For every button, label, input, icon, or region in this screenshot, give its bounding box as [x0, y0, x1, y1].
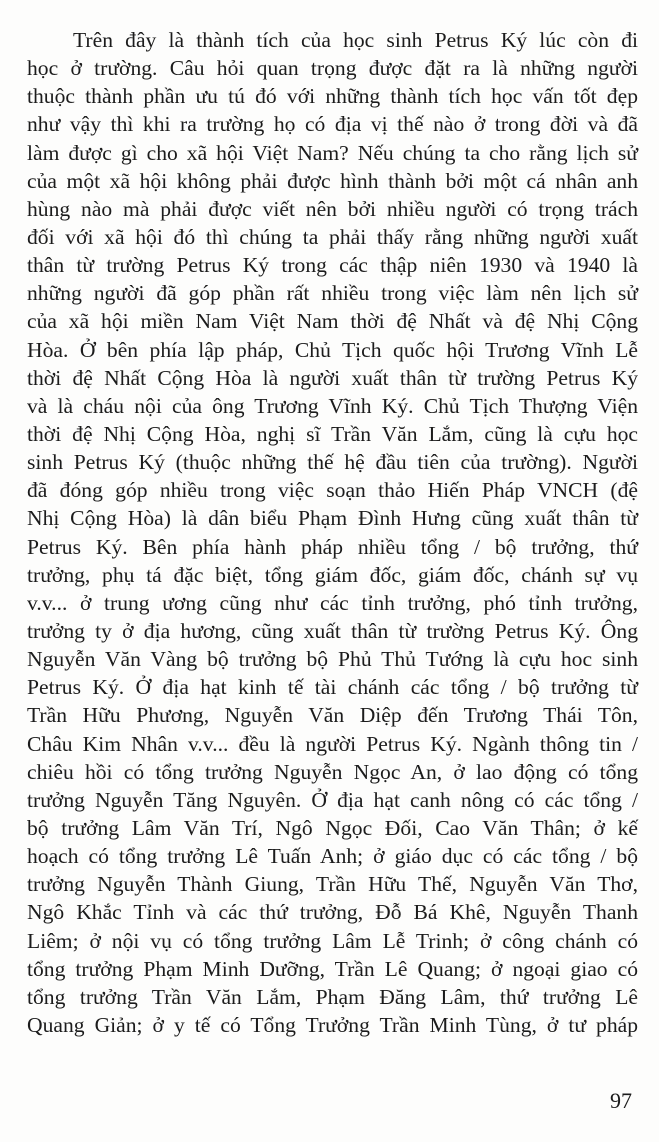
text-line: thời đệ Nhị Cộng Hòa, nghị sĩ Trần Văn Lắm, cũng là cựu học [27, 421, 638, 446]
text-line: thân từ trường Petrus Ký trong các thập niên 1930 và 1940 là [27, 253, 638, 278]
text-line: làm được gì cho xã hội Việt Nam? Nếu chúng ta cho rằng lịch sử [27, 140, 638, 165]
text-line: và là cháu nội của ông Trương Vĩnh Ký. Chủ Tịch Thượng Viện [27, 393, 638, 418]
text-line: v.v... ở trung ương cũng như các tỉnh trưởng, phó tỉnh trưởng, [27, 590, 638, 615]
text-line: tổng trưởng Trần Văn Lắm, Phạm Đăng Lâm, thứ trưởng Lê [27, 984, 638, 1009]
text-line: Quang Giản; ở y tế có Tổng Trưởng Trần Minh Tùng, ở tư pháp [27, 1012, 638, 1037]
text-line: thời đệ Nhất Cộng Hòa là người xuất thân từ trường Petrus Ký [27, 365, 638, 390]
text-line: như vậy thì khi ra trường họ có địa vị thế nào ở trong đời và đã [27, 112, 638, 137]
text-line: thuộc thành phần ưu tú đó với những thành tích học vấn tốt đẹp [27, 84, 638, 109]
text-line: trưởng Nguyễn Thành Giung, Trần Hữu Thế, Nguyễn Văn Thơ, [27, 872, 638, 897]
text-line: Hòa. Ở bên phía lập pháp, Chủ Tịch quốc hội Trương Vĩnh Lễ [27, 337, 638, 362]
text-line: Châu Kim Nhân v.v... đều là người Petrus Ký. Ngành thông tin / [27, 731, 638, 756]
text-line: trưởng Nguyễn Tăng Nguyên. Ở địa hạt canh nông có các tổng / [27, 787, 638, 812]
text-line: Nhị Cộng Hòa) là dân biểu Phạm Đình Hưng cũng xuất thân từ [27, 506, 638, 531]
text-line: sinh Petrus Ký (thuộc những thế hệ đầu tiên của trường). Người [27, 450, 638, 475]
page-number: 97 [610, 1088, 632, 1113]
text-line: những người đã góp phần rất nhiều trong việc làm nên lịch sử [27, 281, 638, 306]
text-line: học ở trường. Câu hỏi quan trọng được đặt ra là những người [27, 56, 638, 81]
text-line: đã đóng góp nhiều trong việc soạn thảo Hiến Pháp VNCH (đệ [27, 478, 638, 503]
text-line: của một xã hội không phải được hình thành bởi một cá nhân anh [27, 168, 638, 193]
text-line: đối với xã hội đó thì chúng ta phải thấy rằng những người xuất [27, 224, 638, 249]
body-paragraph [27, 26, 638, 1039]
text-line: trưởng, phụ tá đặc biệt, tổng giám đốc, giám đốc, chánh sự vụ [27, 562, 638, 587]
text-line: Petrus Ký. Bên phía hành pháp nhiều tổng / bộ trưởng, thứ [27, 534, 638, 559]
text-line: Liêm; ở nội vụ có tổng trưởng Lâm Lễ Trinh; ở công chánh có [27, 928, 638, 953]
text-line: bộ trưởng Lâm Văn Trí, Ngô Ngọc Đối, Cao Văn Thân; ở kế [27, 815, 638, 840]
text-line: Trần Hữu Phương, Nguyễn Văn Diệp đến Trương Thái Tôn, [27, 703, 638, 728]
text-line: Nguyễn Văn Vàng bộ trưởng bộ Phủ Thủ Tướng là cựu hoc sinh [27, 647, 638, 672]
text-line: chiêu hồi có tổng trưởng Nguyễn Ngọc An, ở lao động có tổng [27, 759, 638, 784]
text-line: trưởng ty ở địa hương, cũng xuất thân từ trường Petrus Ký. Ông [27, 618, 638, 643]
text-line: hùng nào mà phải được viết nên bởi nhiều người có trọng trách [27, 196, 638, 221]
text-line: của xã hội miền Nam Việt Nam thời đệ Nhất và đệ Nhị Cộng [27, 309, 638, 334]
text-line: Trên đây là thành tích của học sinh Petrus Ký lúc còn đi [73, 28, 638, 52]
text-line: Petrus Ký. Ở địa hạt kinh tế tài chánh các tổng / bộ trưởng từ [27, 675, 638, 700]
text-line: tổng trưởng Phạm Minh Dưỡng, Trần Lê Quang; ở ngoại giao có [27, 956, 638, 981]
text-line: hoạch có tổng trưởng Lê Tuấn Anh; ở giáo dục có các tổng / bộ [27, 844, 638, 869]
text-line: Ngô Khắc Tỉnh và các thứ trưởng, Đỗ Bá Khê, Nguyễn Thanh [27, 900, 638, 925]
